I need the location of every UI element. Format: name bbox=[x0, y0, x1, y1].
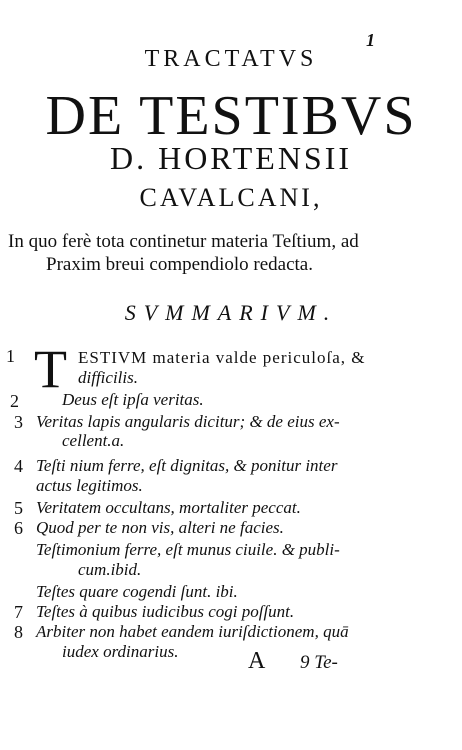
title-line-3: D. HORTENSII bbox=[109, 140, 353, 176]
entry-line: actus legitimos. bbox=[36, 476, 143, 495]
entry-number: 6 bbox=[14, 518, 23, 538]
entry-number: 1 bbox=[6, 346, 15, 366]
entry-number: 3 bbox=[14, 412, 23, 432]
summarium-heading: SVMMARIVM. bbox=[124, 300, 338, 325]
entry-line: Teſti nium ferre, eſt dignitas, & ponitur inter bbox=[36, 456, 338, 475]
entry-line: Arbiter non habet eandem iuriſdictionem, quā bbox=[36, 622, 349, 641]
entry-line: Veritas lapis angularis dicitur; & de eius ex- bbox=[36, 412, 340, 431]
entry-line: Teſtes quare cogendi ſunt. ibi. bbox=[36, 582, 238, 601]
catchword: 9 Te- bbox=[300, 652, 338, 673]
entry-line: ESTIVM materia valde periculoſa, & bbox=[78, 348, 366, 367]
entry-line: difficilis. bbox=[78, 368, 138, 387]
title-line-2: DE TESTIBVS bbox=[45, 85, 417, 147]
signature-mark: A bbox=[248, 648, 266, 674]
title-line-1: TRACTATVS bbox=[144, 46, 318, 72]
entry-number: 4 bbox=[14, 456, 23, 476]
entry-line: Deus eſt ipſa veritas. bbox=[62, 390, 204, 409]
entry-line: Quod per te non vis, alteri ne facies. bbox=[36, 518, 284, 537]
entry-number: 5 bbox=[14, 498, 23, 518]
entry-line: Veritatem occultans, mortaliter peccat. bbox=[36, 498, 301, 517]
intro-line-1: In quo ferè tota continetur materia Teſtium, ad bbox=[8, 231, 359, 252]
title-line-4: CAVALCANI, bbox=[139, 183, 323, 212]
entry-line: cellent.a. bbox=[62, 431, 125, 450]
entry-line: cum.ibid. bbox=[78, 560, 142, 579]
drop-cap: T bbox=[34, 339, 67, 399]
entry-number: 2 bbox=[10, 391, 19, 411]
entry-number: 7 bbox=[14, 602, 23, 622]
intro-line-2: Praxim breui compendiolo redacta. bbox=[46, 254, 313, 275]
page-number: 1 bbox=[366, 30, 375, 50]
entry-number: 8 bbox=[14, 622, 23, 642]
entry-line: iudex ordinarius. bbox=[62, 642, 179, 661]
entry-line: Teſtes à quibus iudicibus cogi poſſunt. bbox=[36, 602, 295, 621]
entry-line: Teſtimonium ferre, eſt munus ciuile. & publi- bbox=[36, 540, 340, 559]
